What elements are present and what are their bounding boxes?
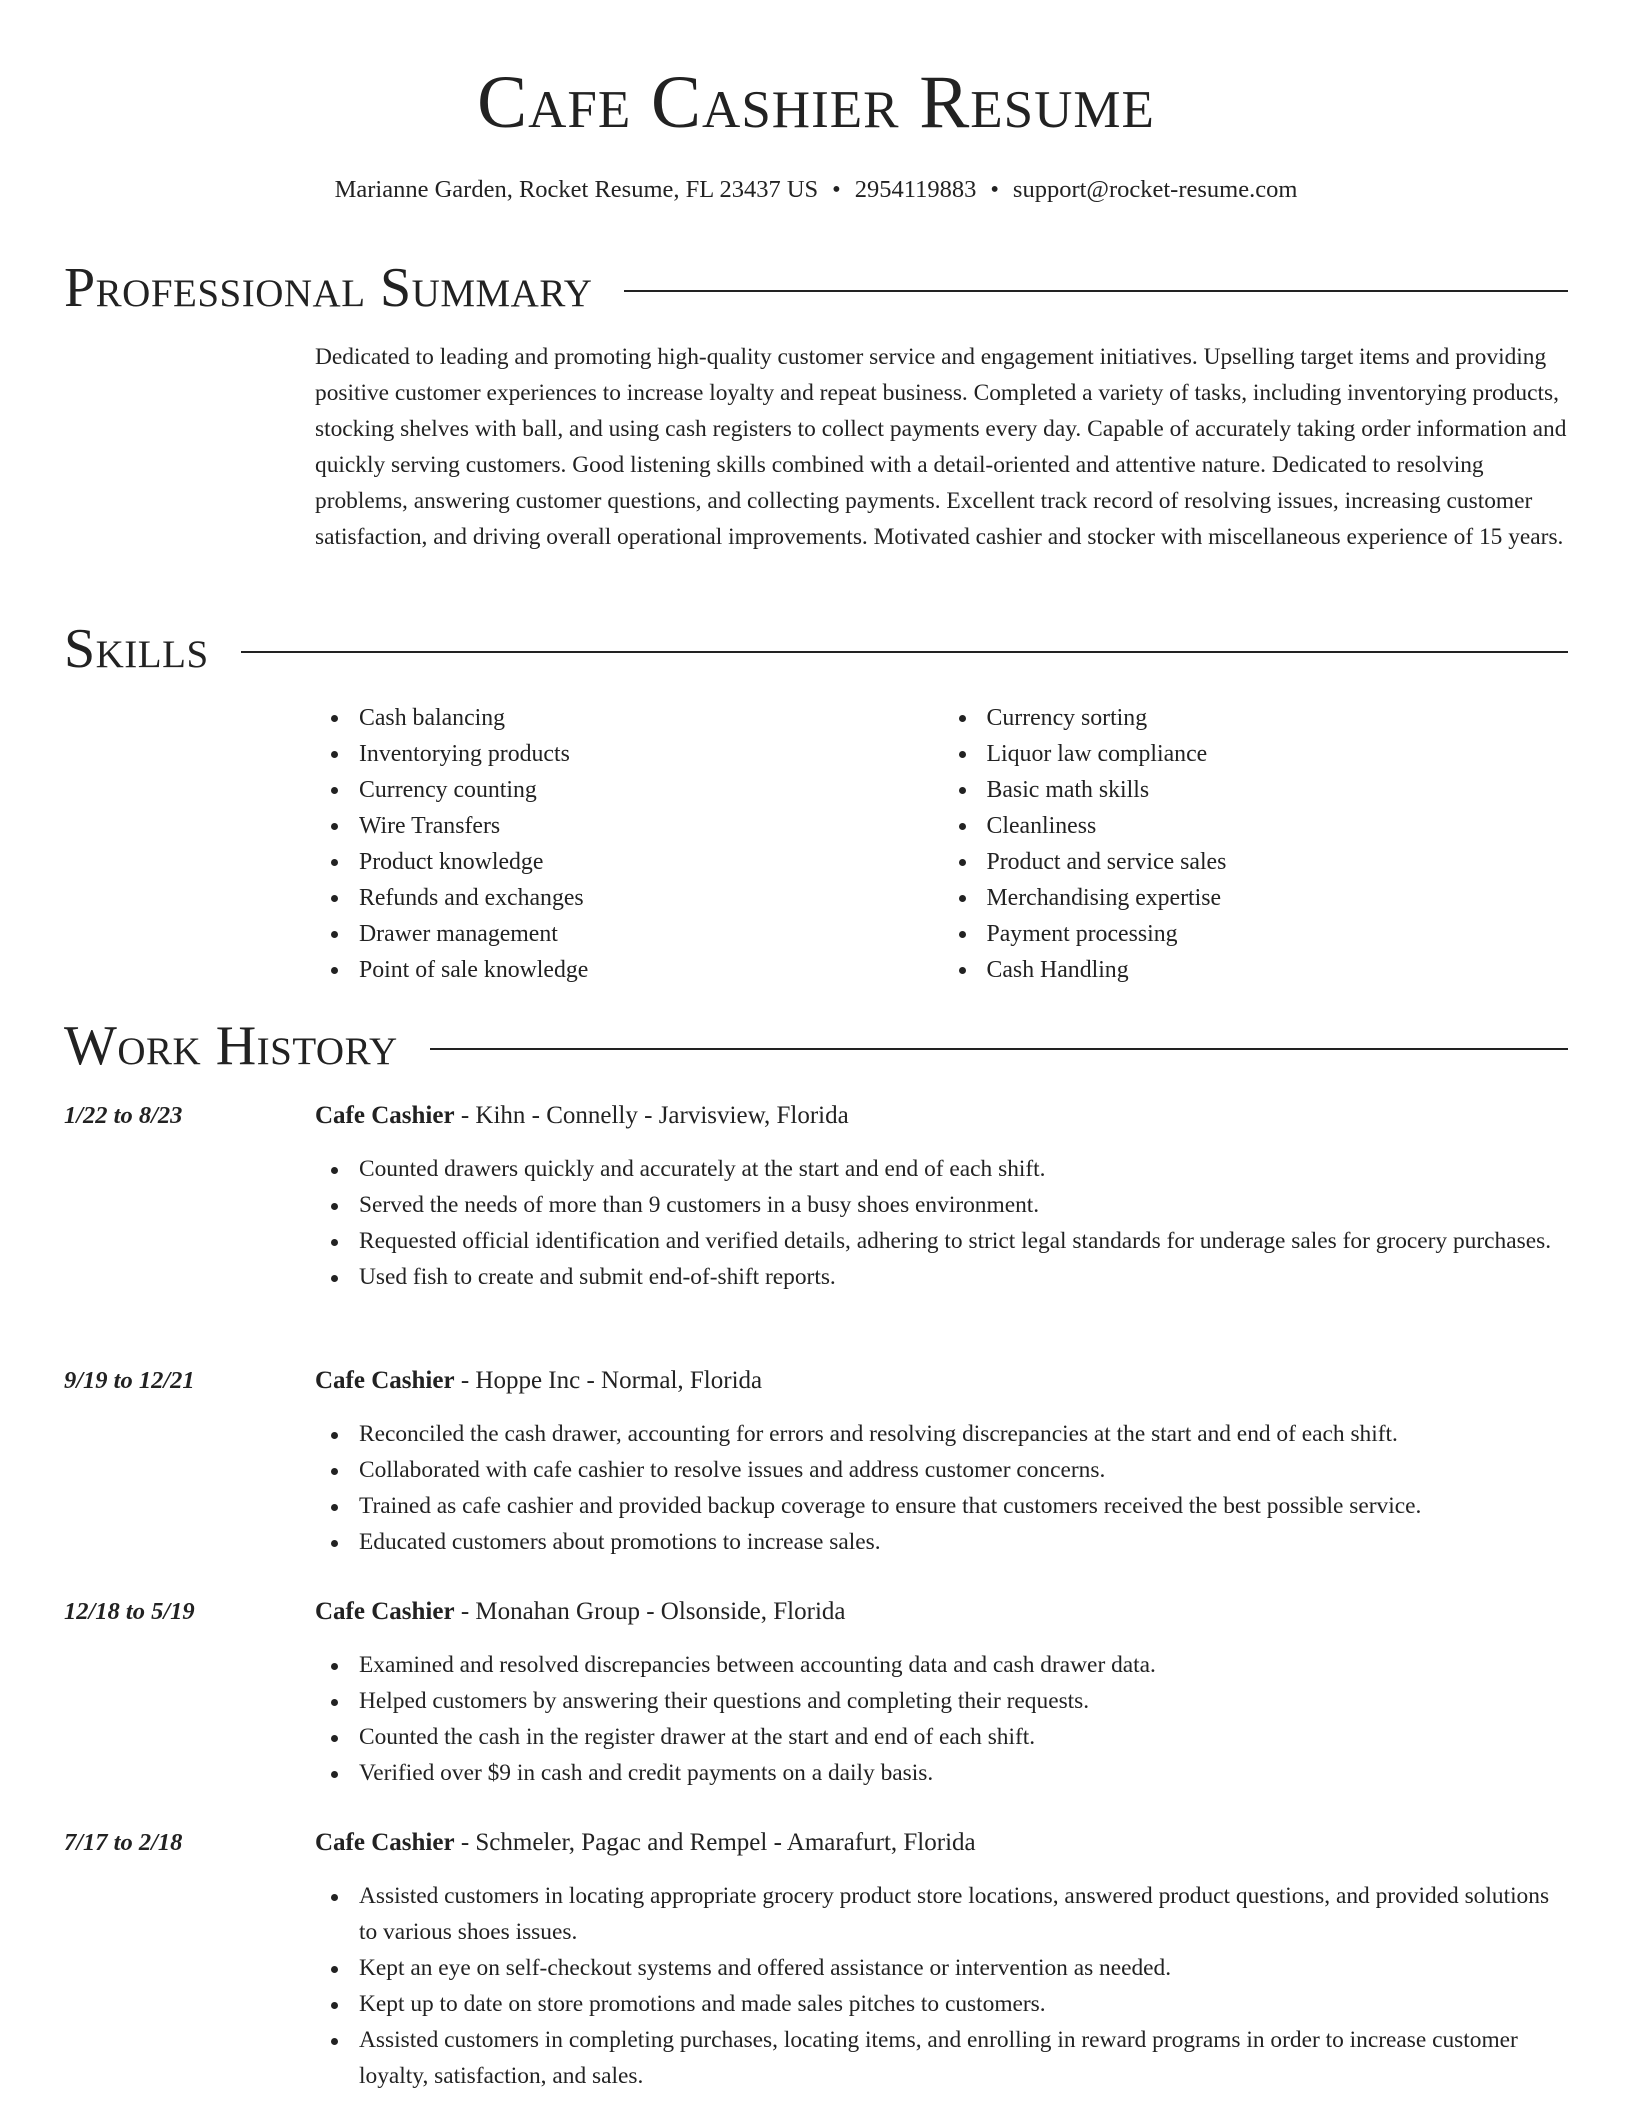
skill-item: Product knowledge <box>359 844 943 880</box>
job-title: Cafe Cashier <box>315 1102 455 1129</box>
job-title: Cafe Cashier <box>315 1367 455 1394</box>
skill-item: Point of sale knowledge <box>359 952 943 988</box>
skill-item: Currency counting <box>359 772 943 808</box>
job-employer: - Hoppe Inc - Normal, Florida <box>454 1367 763 1394</box>
work-history-heading: Work History <box>64 1015 398 1077</box>
section-divider <box>624 290 1568 292</box>
contact-separator: • <box>990 176 999 203</box>
skills-list <box>315 700 1570 988</box>
contact-address: Marianne Garden, Rocket Resume, FL 23437 US <box>334 176 819 203</box>
summary-section-header <box>64 256 1568 320</box>
skill-item: Payment processing <box>987 916 1571 952</box>
job-duties <box>315 1879 1570 2094</box>
job-employer: - Kihn - Connelly - Jarvisview, Florida <box>454 1102 849 1129</box>
job-heading <box>315 1363 762 1399</box>
duty-item: Kept an eye on self-checkout systems and offered assistance or intervention as needed. <box>359 1951 1570 1987</box>
job-employer: - Schmeler, Pagac and Rempel - Amarafurt, Florida <box>454 1829 976 1856</box>
skill-item: Wire Transfers <box>359 808 943 844</box>
duty-item: Reconciled the cash drawer, accounting for errors and resolving discrepancies at the start and end of each shift. <box>359 1417 1570 1453</box>
duty-item: Examined and resolved discrepancies between accounting data and cash drawer data. <box>359 1648 1570 1684</box>
skill-item: Currency sorting <box>987 700 1571 736</box>
skill-item: Drawer management <box>359 916 943 952</box>
skill-item: Cleanliness <box>987 808 1571 844</box>
summary-heading: Professional Summary <box>64 257 593 319</box>
duty-item: Verified over $9 in cash and credit payments on a daily basis. <box>359 1756 1570 1792</box>
section-divider <box>430 1048 1568 1050</box>
skill-item: Inventorying products <box>359 736 943 772</box>
duty-item: Requested official identification and verified details, adhering to strict legal standards for underage sales for grocery purchases. <box>359 1224 1570 1260</box>
job-duties <box>315 1417 1570 1561</box>
job-dates: 12/18 to 5/19 <box>64 1598 195 1625</box>
duty-item: Assisted customers in completing purchases, locating items, and enrolling in reward programs in order to increase customer loyalty, satisfaction, and sales. <box>359 2023 1570 2095</box>
duty-item: Educated customers about promotions to increase sales. <box>359 1525 1570 1561</box>
job-employer: - Monahan Group - Olsonside, Florida <box>454 1598 846 1625</box>
job-heading <box>315 1098 849 1134</box>
skills-column-right <box>943 700 1571 988</box>
job-duties <box>315 1152 1570 1296</box>
duty-item: Counted drawers quickly and accurately at the start and end of each shift. <box>359 1152 1570 1188</box>
duty-item: Served the needs of more than 9 customers in a busy shoes environment. <box>359 1188 1570 1224</box>
duty-item: Collaborated with cafe cashier to resolve issues and address customer concerns. <box>359 1453 1570 1489</box>
job-dates: 7/17 to 2/18 <box>64 1829 183 1856</box>
duty-item: Kept up to date on store promotions and made sales pitches to customers. <box>359 1987 1570 2023</box>
job-title: Cafe Cashier <box>315 1829 455 1856</box>
duty-item: Assisted customers in locating appropriate grocery product store locations, answered product questions, and provided solutions to various shoes issues. <box>359 1879 1570 1951</box>
contact-phone: 2954119883 <box>854 176 977 203</box>
job-heading <box>315 1594 845 1630</box>
duty-item: Used fish to create and submit end-of-shift reports. <box>359 1260 1570 1296</box>
job-heading <box>315 1825 976 1861</box>
skill-item: Product and service sales <box>987 844 1571 880</box>
job-duties <box>315 1648 1570 1792</box>
skill-item: Cash Handling <box>987 952 1571 988</box>
job-dates: 9/19 to 12/21 <box>64 1367 195 1394</box>
job-title: Cafe Cashier <box>315 1598 455 1625</box>
duty-item: Trained as cafe cashier and provided backup coverage to ensure that customers received the best possible service. <box>359 1489 1570 1525</box>
skill-item: Cash balancing <box>359 700 943 736</box>
duty-item: Counted the cash in the register drawer at the start and end of each shift. <box>359 1720 1570 1756</box>
skill-item: Merchandising expertise <box>987 880 1571 916</box>
contact-line <box>0 174 1632 206</box>
duty-item: Helped customers by answering their questions and completing their requests. <box>359 1684 1570 1720</box>
summary-text: Dedicated to leading and promoting high-quality customer service and engagement initiatives. Upselling target items and providing positive customer experiences to increase loyalty and repeat business. Completed a variety of tasks, including inventorying products, stocking shelves with ball, and using cash registers to collect payments every day. Capable of accurately taking order information and quickly serving customers. Good listening skills combined with a detail-oriented and attentive nature. Dedicated to resolving problems, answering customer questions, and collecting payments. Excellent track record of resolving issues, increasing customer satisfaction, and driving overall operational improvements. Motivated cashier and stocker with miscellaneous experience of 15 years. <box>315 344 1567 550</box>
skill-item: Liquor law compliance <box>987 736 1571 772</box>
skills-section-header <box>64 617 1568 681</box>
resume-title: Cafe Cashier Resume <box>477 61 1155 144</box>
skill-item: Refunds and exchanges <box>359 880 943 916</box>
section-divider <box>241 651 1568 653</box>
work-history-section-header <box>64 1014 1568 1078</box>
skills-heading: Skills <box>64 618 209 680</box>
skill-item: Basic math skills <box>987 772 1571 808</box>
contact-separator: • <box>832 176 841 203</box>
job-dates: 1/22 to 8/23 <box>64 1102 183 1129</box>
skills-column-left <box>315 700 943 988</box>
contact-email: support@rocket-resume.com <box>1012 176 1298 203</box>
